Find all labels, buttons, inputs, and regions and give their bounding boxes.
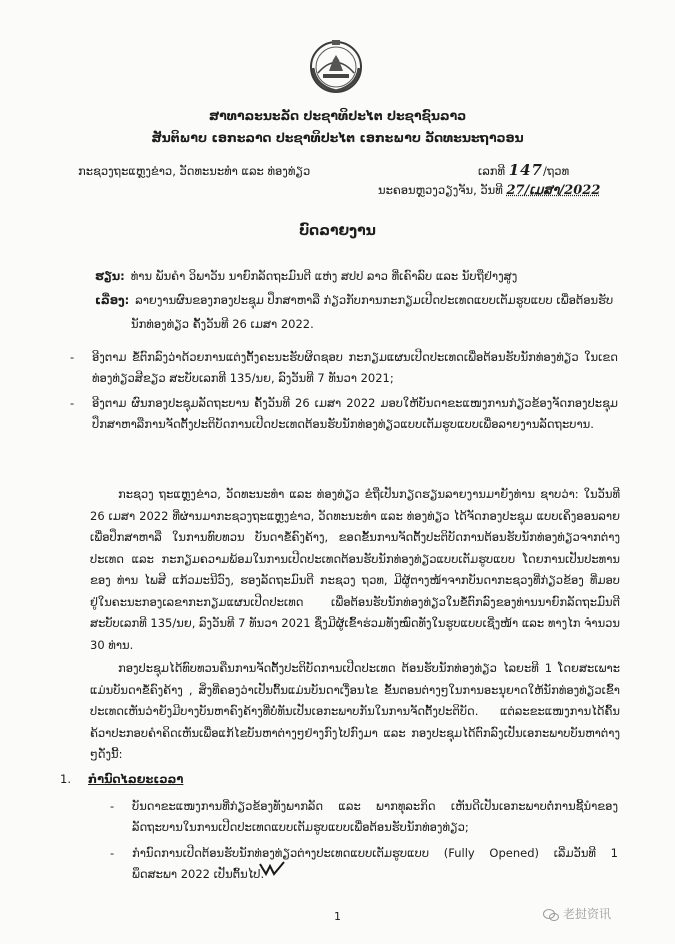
body-paragraph: ກະຊວງ ຖະແຫຼງຂ່າວ, ວັດທະນະທຳ ແລະ ທ່ອງທ່ຽວ ຂໍຖືເປັນກຽດຮຽນລາຍງານມາຍັງທ່ານ ຊາບວ່າ: ໃນວັນທີ 26 ເມສາ 2022 ທີ່ຜ່ານມາກະຊວງຖະແຫຼງຂ່າວ, ວັດທະນະທຳ ແລະ ທ່ອງທ່ຽວ ໄດ້ຈັດກອງປະຊຸມ ແບບເຄິ່ງອອນລາຍ ເພື່ອປຶກສາຫາລື ໃນການທົບທວນ ບັນດາຂໍ້ຄົງຄ້າງ, ຂອດຂັ້ນການຈັດຕັ້ງປະຕິບັດການຕ້ອນຮັບນັກທ່ອງທ່ຽວຈາກຕ່າງປະເທດ ແລະ ກະກຽມຄວາມພ້ອມໃນການເປີດປະເທດຕ້ອນຮັບນັກທ່ອງທ່ຽວແບບເຕັມຮູບແບບ ໂດຍການເປັນປະທານຂອງ ທ່ານ ໄພສີ ແກ້ວມະນີວົງ, ຮອງລັດຖະມົນຕີ ກະຊວງ ຖວທ, ມີຜູ້ຕາງໜ້າຈາກບັນດາກະຊວງທີ່ກ່ຽວຂ້ອງ ທີ່ມອບຢູ່ໃນຄະນະກອງເລຂາກະກຽມແຜນເປີດປະເທດ ເພື່ອຕ້ອນຮັບນັກທ່ອງທ່ຽວໃນຂໍ້ຕົກລົງຂອງທ່ານນາຍົກລັດຖະມົນຕີ ສະບັບເລກທີ 135/ນຍ, ລົງວັນທີ 7 ທັນວາ 2021 ຊຶ່ງມີຜູ້ເຂົ້າຮ່ວມທັງໝົດທັງໃນຮູບແບບເຊີ່ງໜ້າ ແລະ ທາງໄກ ຈຳນວນ 30 ທ່ານ. (90, 487, 620, 652)
header-republic: ສາທາລະນະລັດ ປະຊາທິປະໄຕ ປະຊາຊົນລາວ (208, 108, 467, 123)
document-title: ບົດລາຍງານ (299, 223, 376, 239)
body-paragraph: ກອງປະຊຸມໄດ້ທົບທວນຄືນການຈັດຕັ້ງປະຕິບັດການເປີດປະເທດ ຕ້ອນຮັບນັກທ່ອງທ່ຽວ ໄລຍະທີ 1 ໂດຍສະເພາະແມ່ນບັນດາຂໍ້ຄົງຄ້າງ , ສິ່ງທີ່ຄອງວ່າເປັນຕົ້ນແມ່ນບັນດາເງື່ອນໄຂ ຂັ້ນຕອນຕ່າງໆໃນການອະນຸຍາດໃຫ້ນັກທ່ອງທ່ຽວເຂົ້າປະເທດເຫັນວ່າຍັງມີບາງບັນຫາຄົງຄ້າງທີ່ບໍ່ທັນເປັນເອກະພາບກັນໃນການຈັດຕັ້ງປະຕິບັດ. ແຕ່ລະຂະແໜງການໄດ້ຄົ້ນຄ້ວາປະກອບຄຳຄິດເຫັນເພື່ອແກ້ໄຂບັນຫາຕ່າງໆຢ່າງກົງໄປກົງມາ ແລະ ກອງປະຊຸມໄດ້ຕົກລົງເປັນເອກະພາບບັນຫາຕ່າງໆດັ່ງນີ້: (90, 661, 620, 761)
watermark-text: 老挝资讯 (563, 907, 612, 921)
bullet-text: ບັນດາຂະແໜງການທີ່ກ່ຽວຂ້ອງທັງພາກລັດ ແລະ ພາກທຸລະກິດ ເຫັນດີເປັນເອກະພາບຕໍ່ການຊີ້ນຳຂອງລັດຖະບານໃນການເປີດປະເທດແບບເຕັມຮູບແບບເພື່ອຕ້ອນຮັບນັກທ່ອງທ່ຽວ; (132, 799, 618, 834)
reference-label: ເລກທີ (478, 164, 506, 178)
reference-number (478, 161, 569, 179)
subject-line (95, 288, 620, 336)
reference-handwritten-number: 147 (508, 161, 543, 179)
section-heading (60, 772, 183, 786)
initial-mark-icon (258, 860, 286, 878)
recipient-text: ທ່ານ ພັນຄຳ ວິພາວັນ ນາຍົກລັດຖະມົນຕີ ແຫ່ງ ສປປ ລາວ ທີ່ເຄົາລົບ ແລະ ນັບຖືຢ່າງສູງ (130, 269, 518, 283)
watermark (543, 905, 611, 922)
list-item (70, 347, 618, 389)
list-item (70, 393, 618, 435)
bullet-text: ກຳນົດການເປີດຕ້ອນຮັບນັກທ່ອງທ່ຽວຕ່າງປະເທດແບບເຕັມຮູບແບບ (Fully Opened) ເລີ່ມວັນທີ 1 ພຶດສະພາ 2022 ເປັນຕົ້ນໄປ. (132, 846, 618, 881)
dash-icon: - (70, 396, 75, 410)
dash-icon: - (110, 846, 115, 860)
wechat-icon (543, 909, 559, 921)
state-emblem-icon (305, 38, 367, 94)
bullet-text: ອີງຕາມ ຂໍ້ຕົກລົງວ່າດ້ວຍການແຕ່ງຕັ້ງຄະນະຮັບຜິດຊອບ ກະກຽມແຜນເປີດປະເທດເພື່ອຕ້ອນຮັບນັກທ່ອງທ່ຽວ ໃນເຂດທ່ອງທ່ຽວສີຂຽວ ສະບັບເລກທີ 135/ນຍ, ລົງວັນທີ 7 ທັນວາ 2021; (92, 350, 618, 385)
subject-label: ເລື່ອງ: (95, 293, 130, 307)
list-item (110, 843, 618, 885)
dateline (378, 183, 600, 198)
section-title: ກຳນົດໄລຍະເວລາ (88, 772, 184, 786)
reference-suffix: /ຖວທ (543, 164, 570, 178)
reference-bullets (70, 347, 618, 439)
list-item (110, 796, 618, 838)
subject-text: ລາຍງານຜົນຂອງກອງປະຊຸມ ປຶກສາຫາລື ກ່ຽວກັບການກະກຽມເປີດປະເທດແບບເຕັມຮູບແບບ ເພື່ອຕ້ອນຮັບນັກທ່ອງທ່ຽວ ຄັ້ງວັນທີ 26 ເມສາ 2022. (131, 293, 614, 331)
section-number: 1. (60, 772, 71, 786)
dash-icon: - (110, 799, 115, 813)
recipient-label: ຮຽນ: (95, 269, 125, 283)
page-number: 1 (334, 910, 341, 923)
section-bullets (110, 796, 618, 890)
dateline-handwritten-date: 27/ເມສາ/2022 (506, 183, 601, 198)
recipient-line (95, 264, 620, 288)
bullet-text: ອີງຕາມ ຜົນກອງປະຊຸມລັດຖະບານ ຄັ້ງວັນທີ 26 ເມສາ 2022 ມອບໃຫ້ບັນດາຂະແໜງການກ່ຽວຂ້ອງຈັດກອງປະຊຸມປຶກສາຫາລືການຈັດຕັ້ງປະຕິບັດການເປີດປະເທດຕ້ອນຮັບນັກທ່ອງທ່ຽວແບບເຕັມຮູບແບບເພື່ອລາຍງານລັດຖະບານ. (92, 396, 618, 431)
address-block (95, 264, 620, 336)
header-motto: ສັນຕິພາບ ເອກະລາດ ປະຊາທິປະໄຕ ເອກະພາບ ວັດທະນະຖາວອນ (151, 130, 524, 145)
ministry-name: ກະຊວງຖະແຫຼງຂ່າວ, ວັດທະນະທຳ ແລະ ທ່ອງທ່ຽວ (78, 164, 311, 178)
dateline-place: ນະຄອນຫຼວງວຽງຈັນ, ວັນທີ (378, 183, 503, 197)
dash-icon: - (70, 350, 75, 364)
